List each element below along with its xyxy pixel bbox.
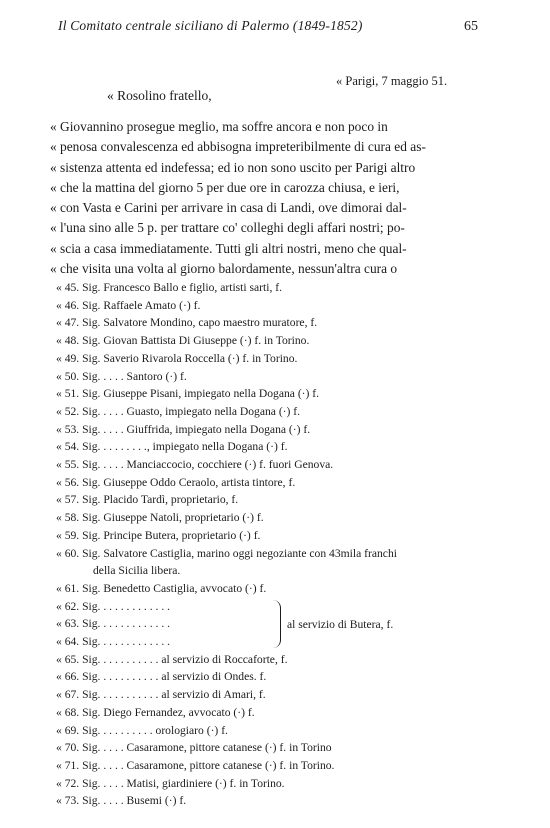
brace-icon [268, 600, 281, 648]
letter-salutation: « Rosolino fratello, [107, 88, 212, 103]
list-item: « 53. Sig. . . . . Giuffrida, impiegato nella Dogana (·) f. [56, 422, 311, 436]
running-title: Il Comitato centrale siciliano di Palermo (1849-1852) [58, 18, 363, 33]
page-header [58, 18, 478, 35]
letter-line: « sistenza attenta ed indefessa; ed io non sono uscito per Parigi altro [50, 159, 416, 175]
letter-line: « penosa convalescenza ed abbisogna impreteribilmente di cura ed as- [50, 139, 426, 155]
list-item: « 46. Sig. Raffaele Amato (·) f. [56, 298, 201, 312]
list-item: « 54. Sig. . . . . . . . ., impiegato nella Dogana (·) f. [56, 440, 288, 454]
list-item: « 56. Sig. Giuseppe Oddo Ceraolo, artista tintore, f. [56, 475, 296, 489]
names-list [56, 279, 496, 810]
letter-place-date: « Parigi, 7 maggio 51. [336, 74, 448, 88]
letter-line: « l'una sino alle 5 p. per trattare co' colleghi degli affari nostri; po- [50, 220, 405, 236]
list-item: « 45. Sig. Francesco Ballo e figlio, artisti sarti, f. [56, 281, 283, 294]
list-item: « 59. Sig. Principe Butera, proprietario (·) f. [56, 528, 261, 542]
list-item: « 71. Sig. . . . . Casaramone, pittore catanese (·) f. in Torino. [56, 758, 335, 772]
letter-line: « che visita una volta al giorno balordamente, nessun'altra cura o [50, 261, 398, 277]
list-item: « 58. Sig. Giuseppe Natoli, proprietario (·) f. [56, 511, 264, 525]
letter-body [50, 117, 480, 279]
list-item: « 61. Sig. Benedetto Castiglia, avvocato (·) f. [56, 581, 267, 595]
list-item: « 47. Sig. Salvatore Mondino, capo maestro muratore, f. [56, 316, 318, 330]
list-item: « 52. Sig. . . . . Guasto, impiegato nella Dogana (·) f. [56, 404, 301, 418]
list-item: « 55. Sig. . . . . Manciaccocio, cocchiere (·) f. fuori Genova. [56, 458, 334, 472]
list-item: « 63. Sig. . . . . . . . . . . . . [56, 617, 171, 631]
list-item: « 49. Sig. Saverio Rivarola Roccella (·) f. in Torino. [56, 351, 298, 365]
list-item: « 72. Sig. . . . . Matisi, giardiniere (·) f. in Torino. [56, 776, 285, 790]
list-item: « 69. Sig. . . . . . . . . . orologiaro (·) f. [56, 723, 228, 737]
list-item: « 67. Sig. . . . . . . . . . . al servizio di Amari, f. [56, 688, 266, 702]
list-item: « 65. Sig. . . . . . . . . . . al servizio di Roccaforte, f. [56, 652, 288, 666]
letter-line: « Giovannino prosegue meglio, ma soffre ancora e non poco in [50, 119, 388, 134]
page-number: 65 [464, 19, 478, 34]
list-item: « 64. Sig. . . . . . . . . . . . . [56, 635, 171, 649]
list-item: « 68. Sig. Diego Fernandez, avvocato (·) f. [56, 705, 255, 719]
list-item: « 57. Sig. Placido Tardì, proprietario, f. [56, 493, 239, 507]
list-item: « 66. Sig. . . . . . . . . . . al servizio di Ondes. f. [56, 670, 267, 684]
list-item: « 73. Sig. . . . . Busemi (·) f. [56, 794, 187, 808]
list-item: « 60. Sig. Salvatore Castiglia, marino oggi negoziante con 43mila franchi [56, 546, 397, 560]
letter-line: « che la mattina del giorno 5 per due ore in carozza chiusa, e ieri, [50, 179, 400, 195]
list-item: « 48. Sig. Giovan Battista Di Giuseppe (·) f. in Torino. [56, 334, 310, 348]
letter-line: « scia a casa immediatamente. Tutti gli altri nostri, meno che qual- [50, 240, 407, 256]
group-label: al servizio di Butera, f. [287, 617, 394, 631]
list-item: « 70. Sig. . . . . Casaramone, pittore catanese (·) f. in Torino [56, 741, 332, 755]
butera-group [56, 598, 496, 651]
list-item: « 50. Sig. . . . . Santoro (·) f. [56, 369, 187, 383]
list-item: « 51. Sig. Giuseppe Pisani, impiegato nella Dogana (·) f. [56, 387, 320, 401]
letter-line: « con Vasta e Carini per arrivare in casa di Landi, ove dimorai dal- [50, 200, 407, 216]
list-item: « 62. Sig. . . . . . . . . . . . . [56, 599, 171, 613]
list-item-continuation: della Sicilia libera. [93, 564, 181, 578]
